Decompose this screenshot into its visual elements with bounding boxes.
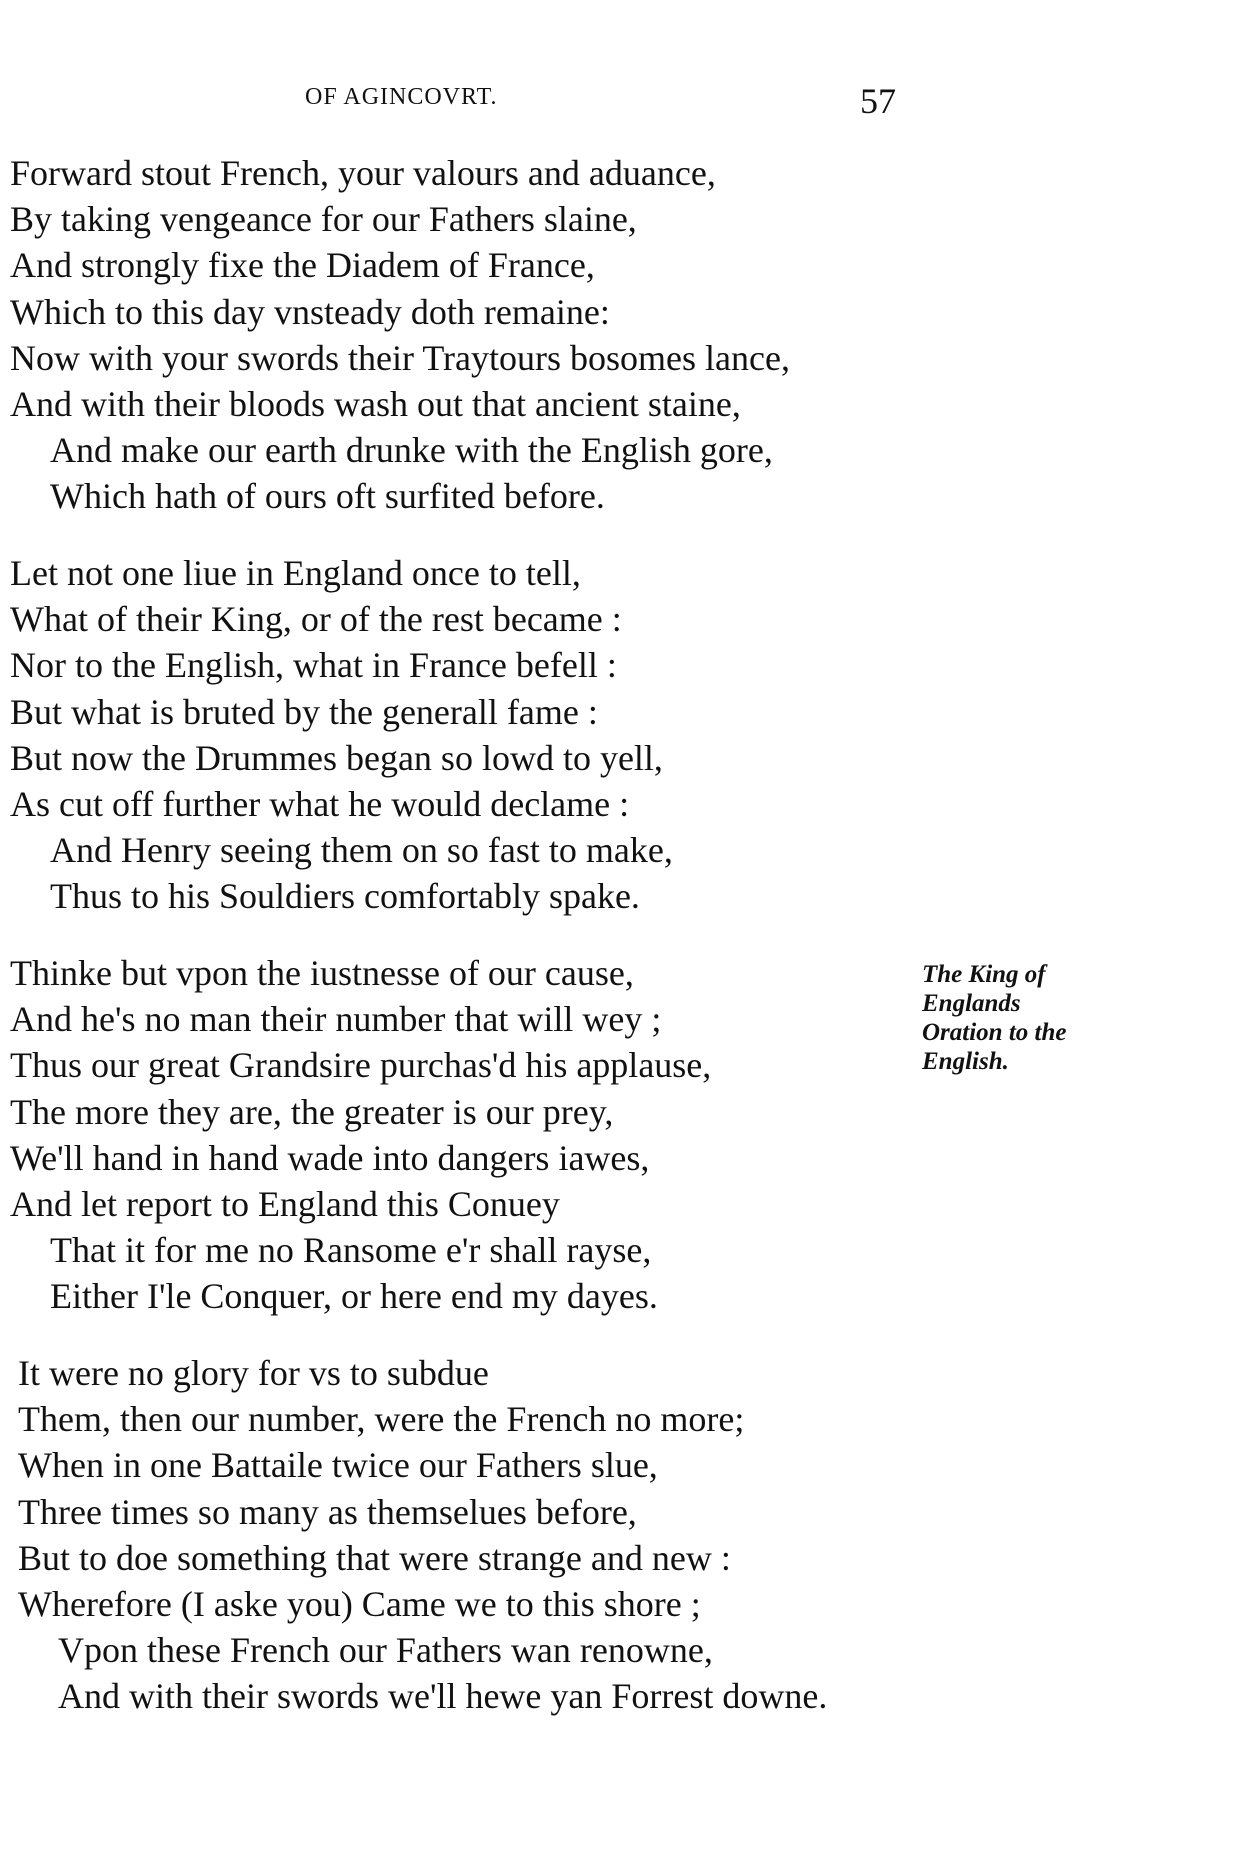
verse-line: It were no glory for vs to subdue bbox=[18, 1353, 489, 1393]
verse-line: What of their King, or of the rest became : bbox=[10, 599, 622, 640]
verse-line-indented: Either I'le Conquer, or here end my dayes. bbox=[50, 1276, 658, 1317]
verse-line: And let report to England this Conuey bbox=[10, 1183, 560, 1224]
verse-line: Thinke but vpon the iustnesse of our cause, bbox=[10, 953, 634, 993]
verse-line: Which to this day vnsteady doth remaine: bbox=[10, 291, 610, 332]
verse-line: As cut off further what he would declame : bbox=[10, 783, 630, 824]
verse-line: But now the Drummes began so lowd to yell, bbox=[10, 737, 663, 778]
verse-line: By taking vengeance for our Fathers slaine, bbox=[10, 199, 637, 240]
verse-line: Now with your swords their Traytours bosomes lance, bbox=[10, 337, 790, 378]
verse-line: And strongly fixe the Diadem of France, bbox=[10, 245, 595, 286]
marginal-note-line: English. bbox=[922, 1048, 1009, 1075]
verse-line-indented: And Henry seeing them on so fast to make, bbox=[50, 830, 673, 871]
verse-line: And with their bloods wash out that ancient staine, bbox=[10, 383, 741, 424]
marginal-note-line: The King of bbox=[922, 961, 1046, 988]
verse-line: Let not one liue in England once to tell, bbox=[10, 553, 581, 593]
marginal-note bbox=[922, 960, 1066, 1076]
verse-line: Wherefore (I aske you) Came we to this shore ; bbox=[18, 1583, 701, 1624]
verse-line-indented: Vpon these French our Fathers wan renowne, bbox=[58, 1630, 713, 1671]
verse-line: Nor to the English, what in France befell : bbox=[10, 645, 617, 686]
verse-line: The more they are, the greater is our prey, bbox=[10, 1091, 614, 1132]
stanza-4 bbox=[18, 1350, 827, 1720]
verse-line: But what is bruted by the generall fame : bbox=[10, 691, 598, 732]
verse-line: And he's no man their number that will wey ; bbox=[10, 999, 662, 1040]
verse-line: When in one Battaile twice our Fathers slue, bbox=[18, 1445, 658, 1486]
running-header: OF AGINCOVRT. bbox=[305, 84, 498, 110]
verse-line-indented: That it for me no Ransome e'r shall rayse, bbox=[50, 1230, 652, 1271]
stanza-1 bbox=[10, 150, 790, 520]
verse-line-indented: And with their swords we'll hewe yan Forrest downe. bbox=[58, 1676, 828, 1717]
stanza-2 bbox=[10, 550, 673, 920]
marginal-note-line: Englands bbox=[922, 990, 1021, 1017]
verse-line-indented: Thus to his Souldiers comfortably spake. bbox=[50, 876, 640, 917]
verse-line-indented: Which hath of ours oft surfited before. bbox=[50, 476, 605, 517]
stanza-3 bbox=[10, 950, 711, 1320]
verse-line: Forward stout French, your valours and aduance, bbox=[10, 153, 716, 193]
verse-line: Three times so many as themselues before, bbox=[18, 1491, 637, 1532]
page-number: 57 bbox=[860, 81, 896, 121]
verse-line: But to doe something that were strange and new : bbox=[18, 1537, 731, 1578]
verse-line: We'll hand in hand wade into dangers iawes, bbox=[10, 1137, 650, 1178]
verse-line: Them, then our number, were the French no more; bbox=[18, 1399, 745, 1440]
marginal-note-line: Oration to the bbox=[922, 1019, 1067, 1046]
verse-line-indented: And make our earth drunke with the English gore, bbox=[50, 430, 773, 471]
verse-line: Thus our great Grandsire purchas'd his applause, bbox=[10, 1045, 712, 1086]
